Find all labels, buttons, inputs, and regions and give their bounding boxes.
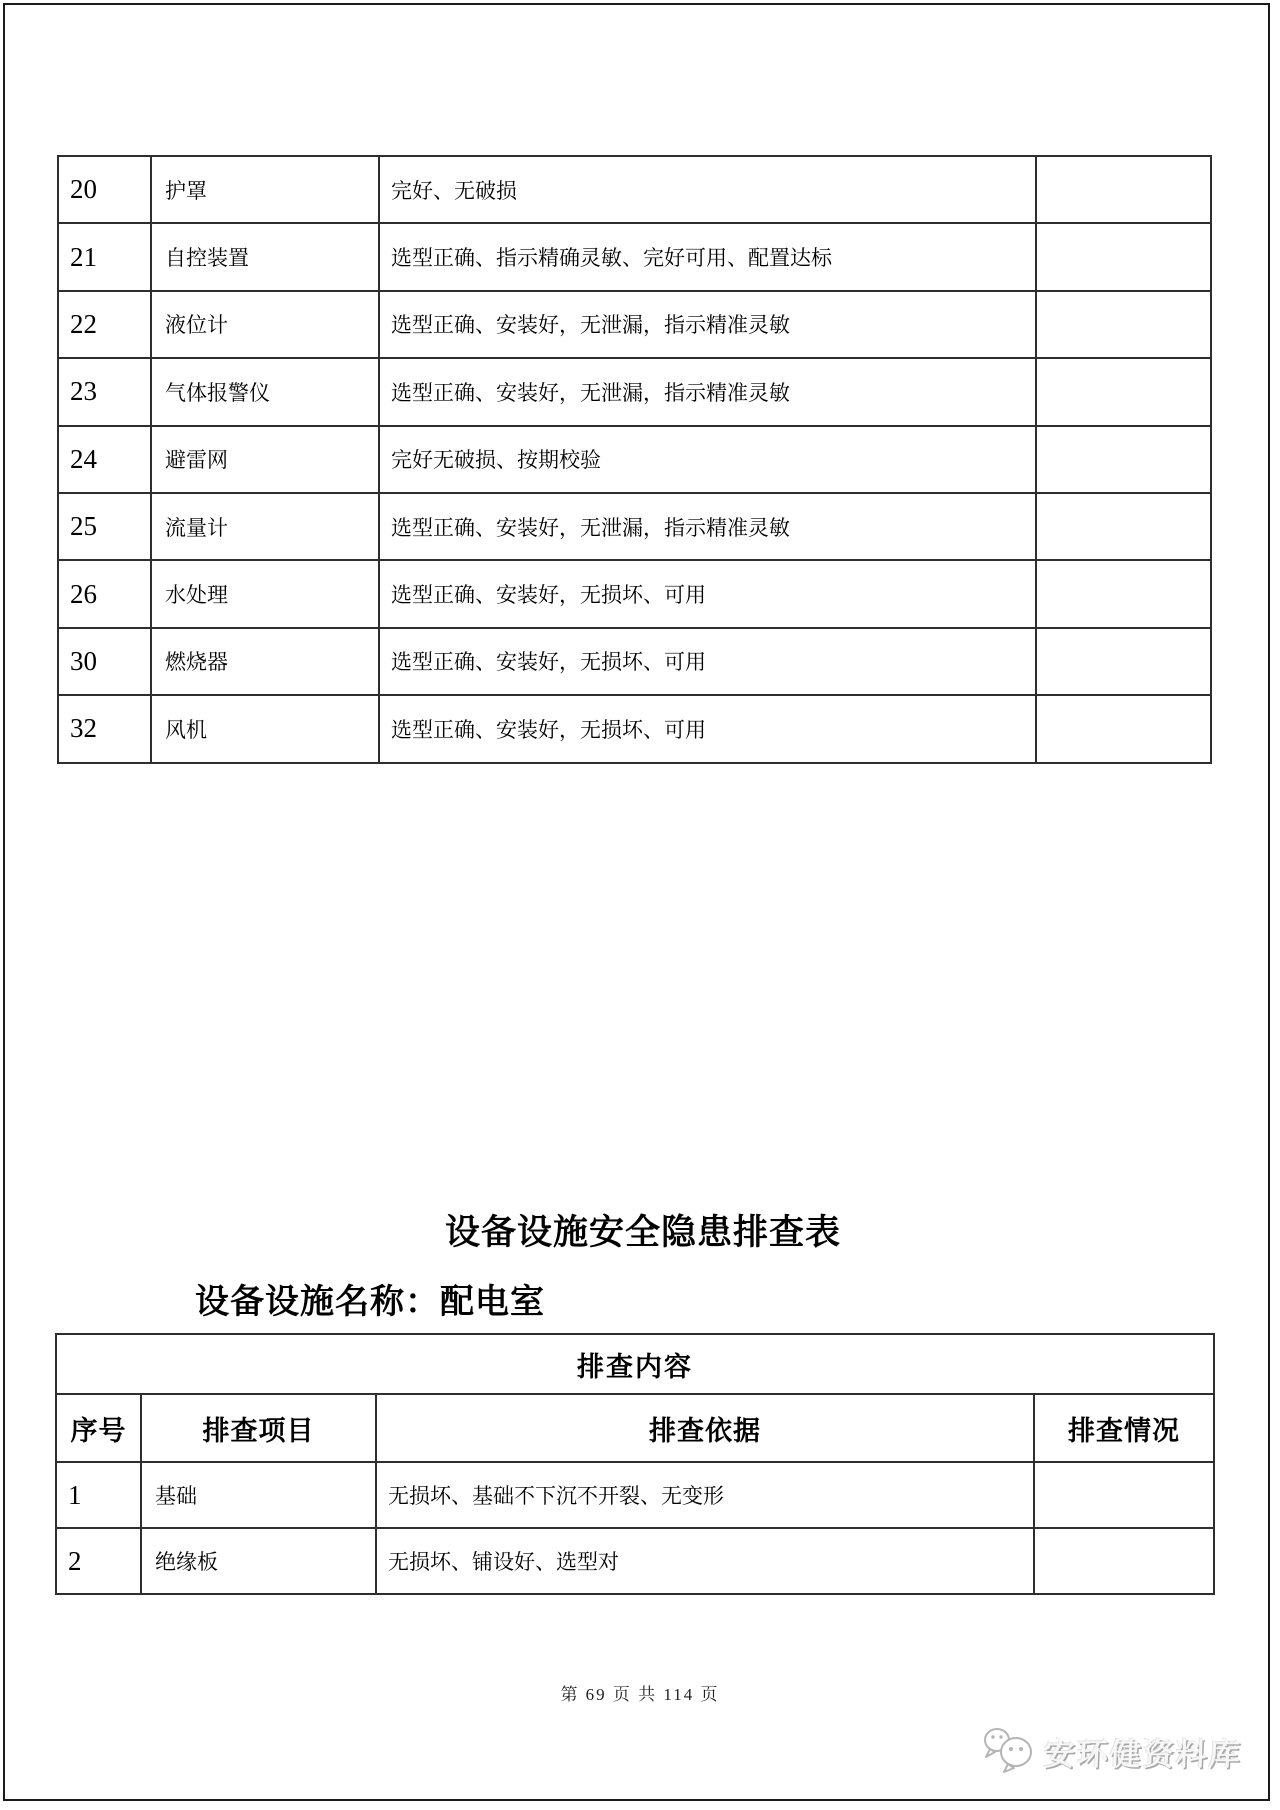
document-title: 设备设施安全隐患排查表 — [444, 1213, 841, 1252]
item-cell: 气体报警仪 — [151, 358, 379, 425]
criteria-cell: 无损坏、基础不下沉不开裂、无变形 — [376, 1462, 1034, 1528]
row-number-cell: 30 — [58, 628, 151, 695]
table-header-row — [56, 1394, 1214, 1462]
table-row — [58, 493, 1211, 560]
row-number-cell: 24 — [58, 426, 151, 493]
row-number-cell: 26 — [58, 560, 151, 627]
criteria-cell: 选型正确、指示精确灵敏、完好可用、配置达标 — [379, 223, 1036, 290]
item-cell: 液位计 — [151, 291, 379, 358]
inspection-status-cell — [1036, 358, 1211, 425]
table-row — [58, 695, 1211, 762]
criteria-cell: 选型正确、安装好，无损坏、可用 — [379, 560, 1036, 627]
criteria-cell: 选型正确、安装好，无泄漏，指示精准灵敏 — [379, 291, 1036, 358]
item-cell: 自控装置 — [151, 223, 379, 290]
criteria-cell: 选型正确、安装好，无泄漏，指示精准灵敏 — [379, 358, 1036, 425]
criteria-cell: 完好无破损、按期校验 — [379, 426, 1036, 493]
header-no: 序号 — [56, 1394, 141, 1462]
item-cell: 基础 — [141, 1462, 376, 1528]
inspection-status-cell — [1036, 223, 1211, 290]
table-row — [56, 1528, 1214, 1594]
span-header-cell: 排查内容 — [56, 1334, 1214, 1394]
row-number-cell: 25 — [58, 493, 151, 560]
item-cell: 水处理 — [151, 560, 379, 627]
header-item: 排查项目 — [141, 1394, 376, 1462]
inspection-status-cell — [1036, 493, 1211, 560]
table-span-header-row — [56, 1334, 1214, 1394]
row-number-cell: 1 — [56, 1462, 141, 1528]
inspection-status-cell — [1036, 291, 1211, 358]
row-number-cell: 21 — [58, 223, 151, 290]
inspection-status-cell — [1036, 695, 1211, 762]
header-status: 排查情况 — [1034, 1394, 1214, 1462]
table-row — [58, 223, 1211, 290]
item-cell: 流量计 — [151, 493, 379, 560]
criteria-cell: 选型正确、安装好，无损坏、可用 — [379, 695, 1036, 762]
table-row — [56, 1462, 1214, 1528]
inspection-status-cell — [1036, 628, 1211, 695]
table-row — [58, 426, 1211, 493]
header-criteria: 排查依据 — [376, 1394, 1034, 1462]
page-number-footer: 第 69 页 共 114 页 — [560, 1685, 720, 1704]
criteria-cell: 选型正确、安装好，无损坏、可用 — [379, 628, 1036, 695]
item-cell: 燃烧器 — [151, 628, 379, 695]
table-row — [58, 358, 1211, 425]
watermark-label: 安环健资料库 — [1043, 1736, 1243, 1772]
equipment-checklist-table-continuation — [57, 155, 1212, 764]
chat-bubbles-icon — [982, 1726, 1038, 1776]
criteria-cell: 完好、无破损 — [379, 156, 1036, 223]
watermark — [982, 1726, 1242, 1776]
row-number-cell: 2 — [56, 1528, 141, 1594]
inspection-status-cell — [1036, 156, 1211, 223]
row-number-cell: 22 — [58, 291, 151, 358]
inspection-status-cell — [1036, 560, 1211, 627]
table-row — [58, 156, 1211, 223]
criteria-cell: 选型正确、安装好，无泄漏，指示精准灵敏 — [379, 493, 1036, 560]
table-row — [58, 560, 1211, 627]
item-cell: 绝缘板 — [141, 1528, 376, 1594]
criteria-cell: 无损坏、铺设好、选型对 — [376, 1528, 1034, 1594]
row-number-cell: 32 — [58, 695, 151, 762]
inspection-status-cell — [1034, 1528, 1214, 1594]
table-row — [58, 628, 1211, 695]
inspection-status-cell — [1034, 1462, 1214, 1528]
equipment-name-label: 设备设施名称：配电室 — [195, 1284, 545, 1321]
inspection-table-distribution-room — [55, 1333, 1215, 1595]
item-cell: 风机 — [151, 695, 379, 762]
row-number-cell: 23 — [58, 358, 151, 425]
item-cell: 避雷网 — [151, 426, 379, 493]
table-row — [58, 291, 1211, 358]
item-cell: 护罩 — [151, 156, 379, 223]
inspection-status-cell — [1036, 426, 1211, 493]
row-number-cell: 20 — [58, 156, 151, 223]
